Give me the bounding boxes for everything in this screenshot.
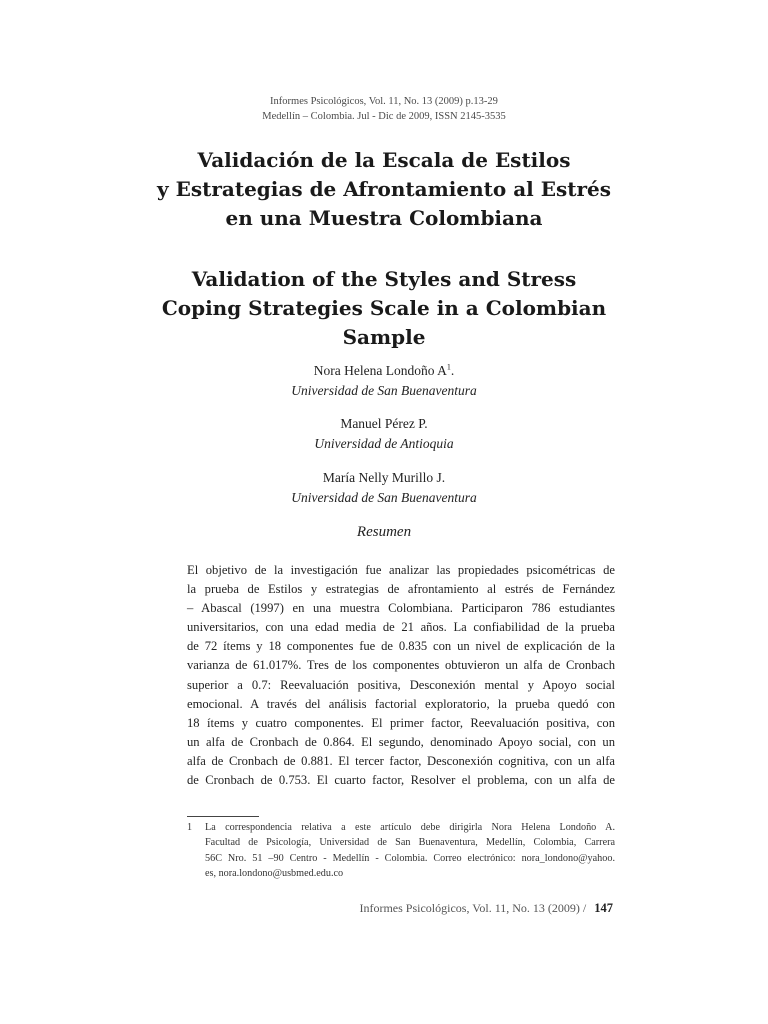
footnote-line: Facultad de Psicología, Universidad de San Buenaventura, Medellín, Colombia, Carrera bbox=[205, 837, 615, 849]
abstract-line: universitarios, con una edad media de 21 años. La confiabilidad de la prueba bbox=[187, 620, 615, 635]
journal-location-issn: Medellín – Colombia. Jul - Dic de 2009, ISSN 2145-3535 bbox=[262, 111, 506, 122]
abstract-line: emocional. A través del análisis factorial exploratorio, la prueba quedó con bbox=[187, 696, 615, 711]
title-line: en una Muestra Colombiana bbox=[225, 206, 543, 230]
author-affiliation: Universidad de Antioquia bbox=[314, 436, 454, 451]
footnote-number: 1 bbox=[187, 822, 193, 833]
abstract-line: un alfa de Cronbach de 0.864. El segundo, denominado Apoyo social, con un bbox=[187, 734, 615, 749]
footnote-line: La correspondencia relativa a este artículo debe dirigirla Nora Helena Londoño A. bbox=[205, 822, 615, 833]
title-line: Sample bbox=[342, 325, 426, 349]
author-affiliation: Universidad de San Buenaventura bbox=[291, 383, 477, 398]
abstract-line: superior a 0.7: Reevaluación positiva, Desconexión mental y Apoyo social bbox=[187, 677, 615, 692]
author-affiliation: Universidad de San Buenaventura bbox=[291, 490, 477, 505]
page-footer bbox=[0, 901, 613, 916]
abstract-body bbox=[187, 561, 615, 790]
footnote bbox=[187, 820, 615, 882]
author-name: Manuel Pérez P. bbox=[340, 416, 428, 431]
page-number: 147 bbox=[594, 901, 613, 915]
footnote-line: es, nora.londono@usbmed.edu.co bbox=[205, 868, 344, 880]
abstract-heading: Resumen bbox=[356, 524, 412, 540]
abstract-line: alfa de Cronbach de 0.881. El tercer factor, Desconexión cognitiva, con un alfa bbox=[187, 753, 615, 768]
footnote-line: 56C Nro. 51 –90 Centro - Medellín - Colombia. Correo electrónico: nora_londono@yahoo. bbox=[205, 852, 615, 864]
footer-citation: Informes Psicológicos, Vol. 11, No. 13 (2009) / bbox=[359, 901, 587, 915]
abstract-line: de 72 ítems y 18 componentes fue de 0.835 con un nivel de explicación de la bbox=[187, 639, 615, 654]
title-line: y Estrategias de Afrontamiento al Estrés bbox=[157, 177, 611, 201]
author-name: María Nelly Murillo J. bbox=[322, 470, 446, 485]
title-line: Coping Strategies Scale in a Colombian bbox=[161, 296, 607, 320]
abstract-line: varianza de 61.017%. Tres de los componentes obtuvieron un alfa de Cronbach bbox=[187, 658, 615, 673]
title-line: Validation of the Styles and Stress bbox=[191, 267, 577, 291]
abstract-line: El objetivo de la investigación fue analizar las propiedades psicométricas de bbox=[187, 563, 615, 577]
footnote-divider bbox=[187, 816, 259, 817]
abstract-line: 18 ítems y cuatro componentes. El primer factor, Reevaluación positiva, con bbox=[187, 715, 615, 730]
abstract-line: de Cronbach de 0.753. El cuarto factor, Resolver el problema, con un alfa de bbox=[187, 773, 615, 788]
journal-citation: Informes Psicológicos, Vol. 11, No. 13 (2009) p.13-29 bbox=[270, 96, 498, 107]
footnote-marker[interactable]: 1 bbox=[446, 362, 451, 372]
title-line: Validación de la Escala de Estilos bbox=[197, 148, 571, 172]
abstract-line: – Abascal (1997) en una muestra Colombiana. Participaron 786 estudiantes bbox=[187, 601, 615, 616]
abstract-line: la prueba de Estilos y estrategias de afrontamiento al estrés de Fernández bbox=[187, 582, 615, 597]
author-name: Nora Helena Londoño $A^1$. bbox=[313, 362, 455, 378]
